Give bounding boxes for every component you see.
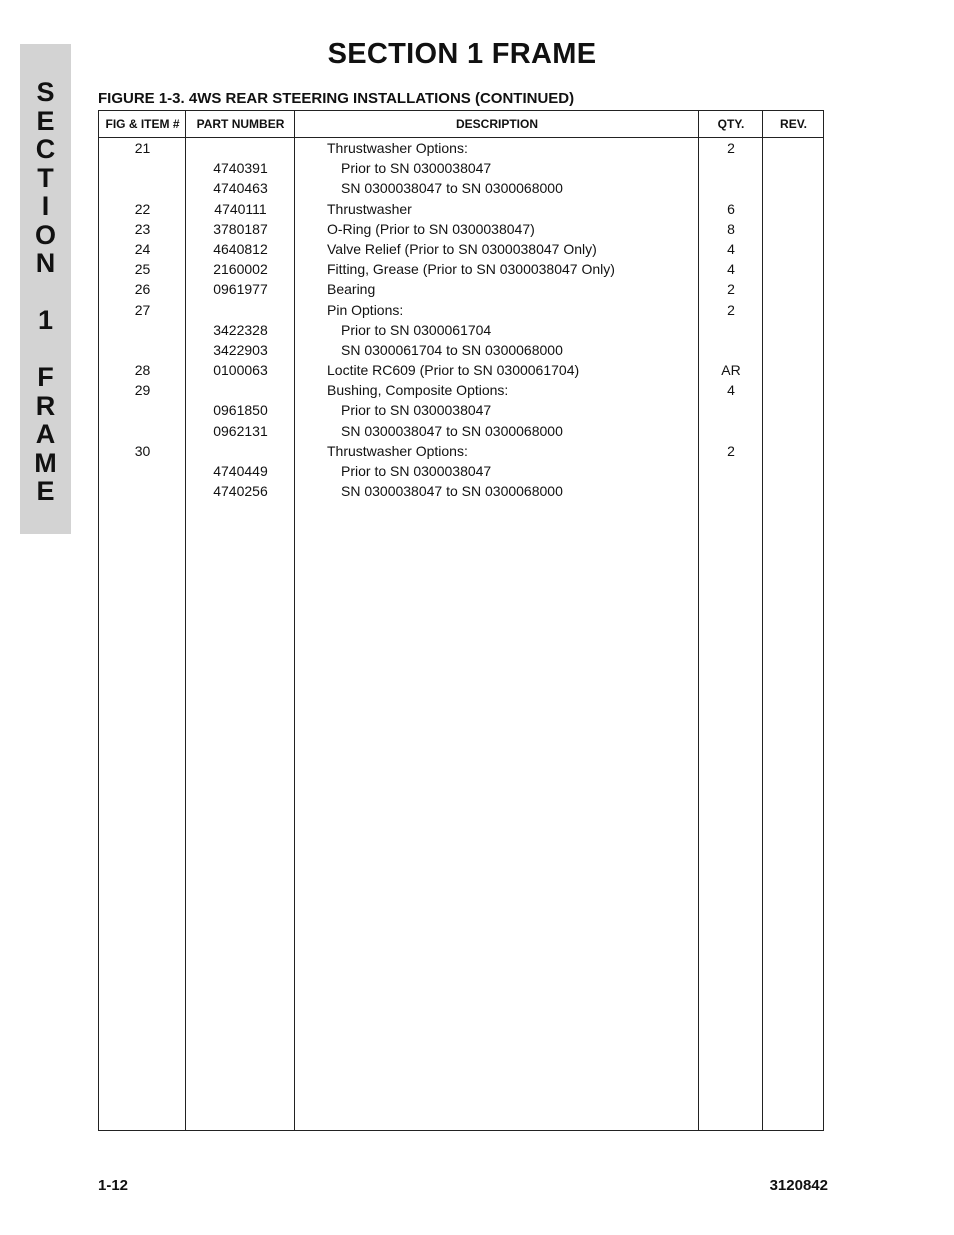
description-cell: Thrustwasher Options: — [327, 140, 468, 156]
quantity-cell: 2 — [727, 140, 735, 156]
part-number-cell: 4740391 — [213, 160, 268, 177]
description-cell: Fitting, Grease (Prior to SN 0300038047 Only) — [327, 261, 615, 278]
table-row — [99, 178, 823, 198]
part-number-cell: 4740449 — [213, 463, 268, 479]
side-tab-letter: R — [35, 390, 56, 421]
part-number-cell: 4740111 — [214, 200, 267, 217]
table-row — [99, 421, 823, 441]
item-number-cell: 30 — [134, 442, 151, 459]
table-body — [99, 138, 823, 501]
header-fig-item: FIG & ITEM # — [105, 117, 180, 131]
table-row — [99, 400, 823, 420]
side-tab-letter: E — [36, 105, 55, 136]
section-side-tab — [20, 44, 71, 534]
quantity-cell: 4 — [727, 240, 735, 257]
page-number: 1-12 — [98, 1177, 129, 1194]
description-cell: Valve Relief (Prior to SN 0300038047 Only) — [327, 240, 597, 257]
description-cell: Prior to SN 0300038047 — [341, 463, 492, 479]
item-number-cell: 26 — [134, 281, 151, 298]
side-tab-letter: I — [41, 191, 50, 221]
header-part-number: PART NUMBER — [196, 117, 285, 131]
table-row — [99, 259, 823, 279]
document-number: 3120842 — [769, 1177, 828, 1194]
quantity-cell: 2 — [727, 301, 735, 318]
item-number-cell: 25 — [134, 261, 151, 278]
description-cell: Prior to SN 0300038047 — [341, 402, 492, 419]
part-number-cell: 2160002 — [213, 261, 268, 278]
figure-title: FIGURE 1-3. 4WS REAR STEERING INSTALLATIONS (CONTINUED) — [98, 90, 575, 107]
table-row — [99, 320, 823, 340]
table-row — [99, 481, 823, 501]
quantity-cell: 4 — [727, 382, 735, 399]
quantity-cell: 2 — [727, 281, 735, 298]
side-tab-letter: F — [37, 362, 54, 392]
side-tab-letter: E — [36, 476, 55, 506]
table-header-row — [99, 111, 823, 138]
part-number-cell: 4640812 — [213, 240, 268, 257]
part-number-cell: 4740463 — [213, 180, 268, 197]
item-number-cell: 28 — [134, 362, 151, 379]
side-tab-letter: C — [35, 134, 56, 164]
header-rev: REV. — [780, 117, 807, 131]
table-row — [99, 199, 823, 219]
table-row — [99, 441, 823, 461]
description-cell: Thrustwasher Options: — [327, 442, 468, 459]
description-cell: O-Ring (Prior to SN 0300038047) — [327, 220, 535, 237]
quantity-cell: 2 — [727, 442, 735, 459]
quantity-cell: 8 — [727, 220, 735, 237]
quantity-cell: 4 — [727, 261, 735, 278]
part-number-cell: 3422328 — [213, 321, 268, 338]
header-description: DESCRIPTION — [455, 117, 538, 131]
side-tab-letter: A — [35, 419, 56, 449]
part-number-cell: 3780187 — [213, 220, 268, 237]
description-cell: Thrustwasher — [327, 200, 412, 217]
part-number-cell: 0962131 — [213, 422, 268, 439]
quantity-cell: 6 — [727, 200, 735, 217]
description-cell: SN 0300038047 to SN 0300068000 — [341, 180, 563, 197]
quantity-cell: AR — [721, 362, 741, 379]
side-tab-letter: M — [34, 447, 57, 478]
table-row — [99, 340, 823, 360]
page-title: SECTION 1 FRAME — [327, 38, 597, 70]
table-row — [99, 138, 823, 158]
table-row — [99, 300, 823, 320]
description-cell: SN 0300038047 to SN 0300068000 — [341, 483, 563, 500]
side-tab-letter: N — [35, 248, 56, 278]
side-tab-letter — [20, 335, 71, 364]
parts-table — [98, 110, 824, 1131]
part-number-cell: 0100063 — [213, 362, 268, 379]
description-cell: Bushing, Composite Options: — [327, 382, 509, 399]
item-number-cell: 29 — [134, 382, 151, 399]
table-row — [99, 461, 823, 481]
side-tab-letter: T — [37, 162, 54, 193]
table-row — [99, 279, 823, 299]
description-cell: Bearing — [327, 281, 376, 298]
table-row — [99, 219, 823, 239]
description-cell: SN 0300061704 to SN 0300068000 — [341, 341, 563, 358]
side-tab-letter: S — [36, 77, 55, 107]
table-row — [99, 380, 823, 400]
description-cell: Loctite RC609 (Prior to SN 0300061704) — [327, 362, 580, 379]
description-cell: Pin Options: — [327, 301, 404, 318]
description-cell: Prior to SN 0300061704 — [341, 321, 492, 338]
description-cell: Prior to SN 0300038047 — [341, 160, 492, 177]
part-number-cell: 0961850 — [213, 402, 268, 419]
item-number-cell: 21 — [134, 140, 151, 156]
side-tab-letter: 1 — [37, 305, 54, 335]
table-row — [99, 239, 823, 259]
table-row — [99, 360, 823, 380]
item-number-cell: 22 — [134, 200, 151, 217]
description-cell: SN 0300038047 to SN 0300068000 — [341, 422, 563, 439]
part-number-cell: 3422903 — [213, 341, 268, 358]
item-number-cell: 24 — [134, 240, 151, 257]
part-number-cell: 4740256 — [213, 483, 268, 500]
side-tab-letter: O — [34, 219, 56, 250]
side-tab-letters — [20, 78, 71, 506]
side-tab-letter — [20, 278, 71, 307]
table-row — [99, 158, 823, 178]
item-number-cell: 23 — [134, 220, 151, 237]
item-number-cell: 27 — [134, 301, 151, 318]
part-number-cell: 0961977 — [213, 281, 268, 298]
header-qty: QTY. — [717, 117, 745, 131]
